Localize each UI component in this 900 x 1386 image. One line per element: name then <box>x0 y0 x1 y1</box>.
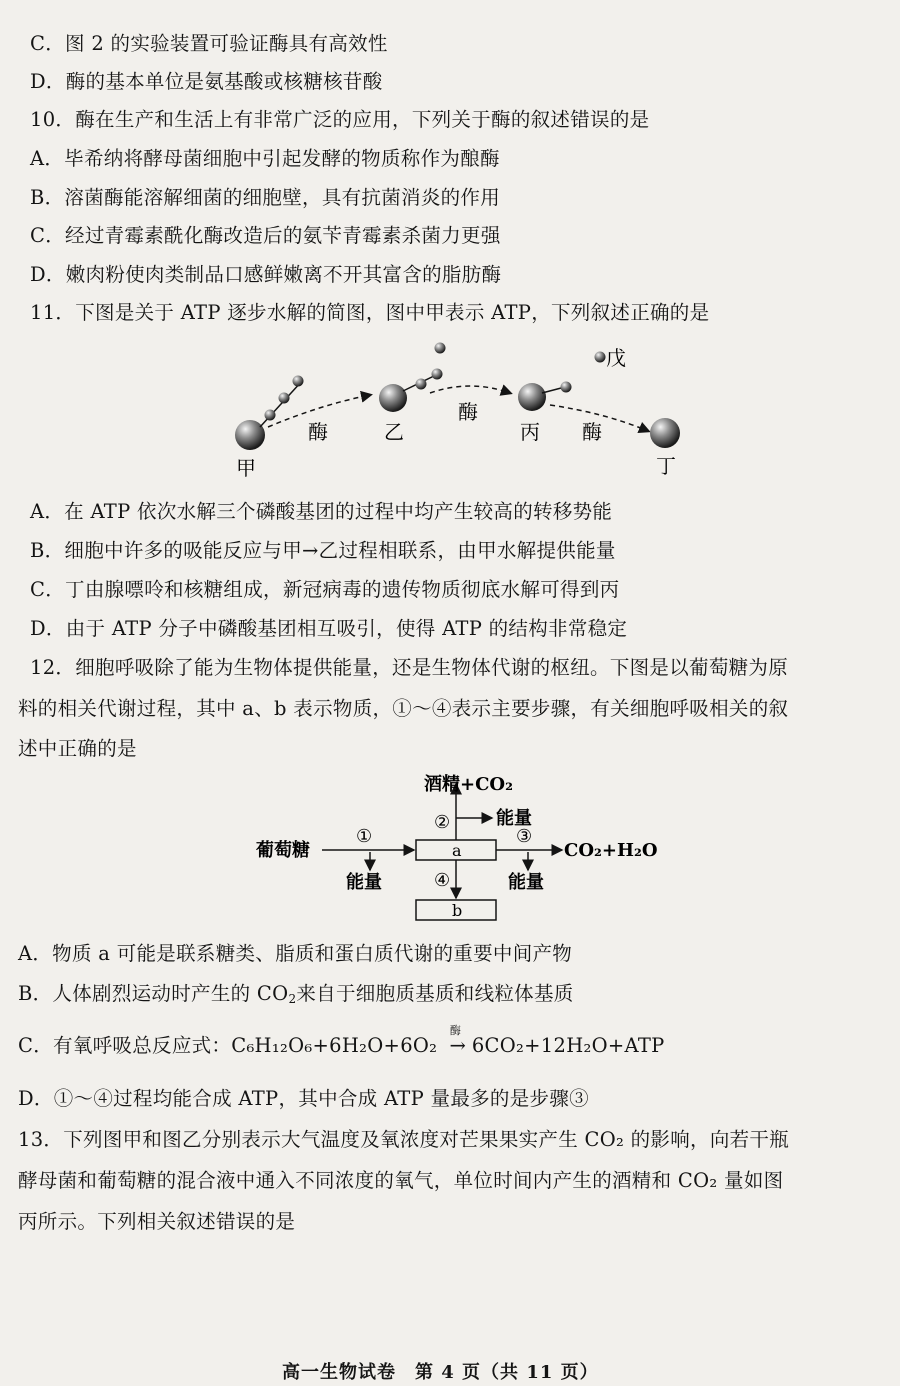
q12-stem-line-3: 述中正确的是 <box>18 737 137 760</box>
glucose-label: 葡萄糖 <box>256 840 310 861</box>
energy-top-label: 能量 <box>496 808 532 829</box>
step-2-label: ② <box>434 812 451 833</box>
atp-hydrolysis-diagram <box>220 335 700 485</box>
label-enzyme-3: 酶 <box>582 420 602 444</box>
q10-option-a: A．毕希纳将酵母菌细胞中引起发酵的物质称作为酿酶 <box>30 147 500 170</box>
q13-stem-line-1: 13．下列图甲和图乙分别表示大气温度及氧浓度对芒果果实产生 CO₂ 的影响，向若干瓶 <box>18 1128 790 1151</box>
energy-right-label: 能量 <box>508 872 544 893</box>
page-footer: 高一生物试卷 第 4 页（共 11 页） <box>282 1362 599 1383</box>
box-a-label: a <box>452 841 462 860</box>
phosphate-ball <box>265 410 276 421</box>
q11-stem: 11．下图是关于 ATP 逐步水解的简图，图中甲表示 ATP，下列叙述正确的是 <box>30 301 710 324</box>
phosphate-ball <box>432 369 443 380</box>
label-ding: 丁 <box>656 454 676 478</box>
q10-option-b: B．溶菌酶能溶解细菌的细胞壁，具有抗菌消炎的作用 <box>30 186 501 209</box>
q10-stem: 10．酶在生产和生活上有非常广泛的应用，下列关于酶的叙述错误的是 <box>30 108 650 131</box>
label-enzyme-1: 酶 <box>308 420 328 444</box>
q12-stem-line-2: 料的相关代谢过程，其中 a、b 表示物质，①～④表示主要步骤，有关细胞呼吸相关的叙 <box>18 697 789 720</box>
q13-stem-line-2: 酵母菌和葡萄糖的混合液中通入不同浓度的氧气，单位时间内产生的酒精和 CO₂ 量如图 <box>18 1169 784 1192</box>
q10-option-c: C．经过青霉素酰化酶改造后的氨苄青霉素杀菌力更强 <box>30 224 501 247</box>
q12-option-c <box>18 1024 665 1058</box>
label-enzyme-2: 酶 <box>458 400 478 424</box>
q12-stem-line-1: 12．细胞呼吸除了能为生物体提供能量，还是生物体代谢的枢纽。下图是以葡萄糖为原 <box>30 656 789 679</box>
q10-option-d: D．嫩肉粉使肉类制品口感鲜嫩离不开其富含的脂肪酶 <box>30 263 502 286</box>
alcohol-co2-label: 酒精+CO₂ <box>424 774 513 795</box>
step-1-label: ① <box>356 826 373 847</box>
label-jia: 甲 <box>236 456 256 480</box>
q12-option-d: D．①～④过程均能合成 ATP，其中合成 ATP 量最多的是步骤③ <box>18 1087 589 1110</box>
phosphate-ball <box>279 393 290 404</box>
phosphate-ball <box>416 379 427 390</box>
step-3-label: ③ <box>516 826 533 847</box>
step-4-label: ④ <box>434 870 451 891</box>
label-yi: 乙 <box>384 420 404 444</box>
phosphate-ball <box>293 376 304 387</box>
adenosine-ball <box>235 420 265 450</box>
q12-option-b-text: B．人体剧烈运动时产生的 CO <box>18 982 289 1005</box>
q12-option-b-text-rest: 来自于细胞质基质和线粒体基质 <box>296 982 574 1005</box>
q9-option-d: D．酶的基本单位是氨基酸或核糖核苷酸 <box>30 70 383 93</box>
label-bing: 丙 <box>520 420 540 444</box>
q12-option-a: A．物质 a 可能是联系糖类、脂质和蛋白质代谢的重要中间产物 <box>18 942 573 965</box>
q11-option-b: B．细胞中许多的吸能反应与甲→乙过程相联系，由甲水解提供能量 <box>30 539 616 562</box>
released-phosphate-ball <box>435 343 446 354</box>
energy-left-label: 能量 <box>346 872 382 893</box>
respiration-pathway-diagram <box>250 770 670 925</box>
q13-stem-line-3: 丙所示。下列相关叙述错误的是 <box>18 1210 296 1233</box>
q12-option-c-rhs: 6CO₂+12H₂O+ATP <box>471 1034 665 1057</box>
q11-option-d: D．由于 ATP 分子中磷酸基团相互吸引，使得 ATP 的结构非常稳定 <box>30 617 628 640</box>
label-wu: 戊 <box>606 346 626 370</box>
q11-option-a: A．在 ATP 依次水解三个磷酸基团的过程中均产生较高的转移势能 <box>30 500 613 523</box>
q12-option-b-subscript: 2 <box>288 992 297 1006</box>
q12-option-b <box>18 978 574 1006</box>
adenosine-ball <box>650 418 680 448</box>
phosphate-ball <box>561 382 572 393</box>
released-phosphate-ball <box>595 352 606 363</box>
reaction-arrow: 酶 → <box>449 1024 467 1057</box>
co2-h2o-label: CO₂+H₂O <box>564 840 658 861</box>
reaction-arrow-enzyme: 酶 <box>449 1024 462 1037</box>
box-b-label: b <box>452 901 463 920</box>
q9-option-c: C．图 2 的实验装置可验证酶具有高效性 <box>30 32 388 55</box>
q11-option-c: C．丁由腺嘌呤和核糖组成，新冠病毒的遗传物质彻底水解可得到丙 <box>30 578 620 601</box>
q12-option-c-lhs: C．有氧呼吸总反应式：C₆H₁₂O₆+6H₂O+6O₂ <box>18 1034 438 1057</box>
adenosine-ball <box>379 384 407 412</box>
adenosine-ball <box>518 383 546 411</box>
